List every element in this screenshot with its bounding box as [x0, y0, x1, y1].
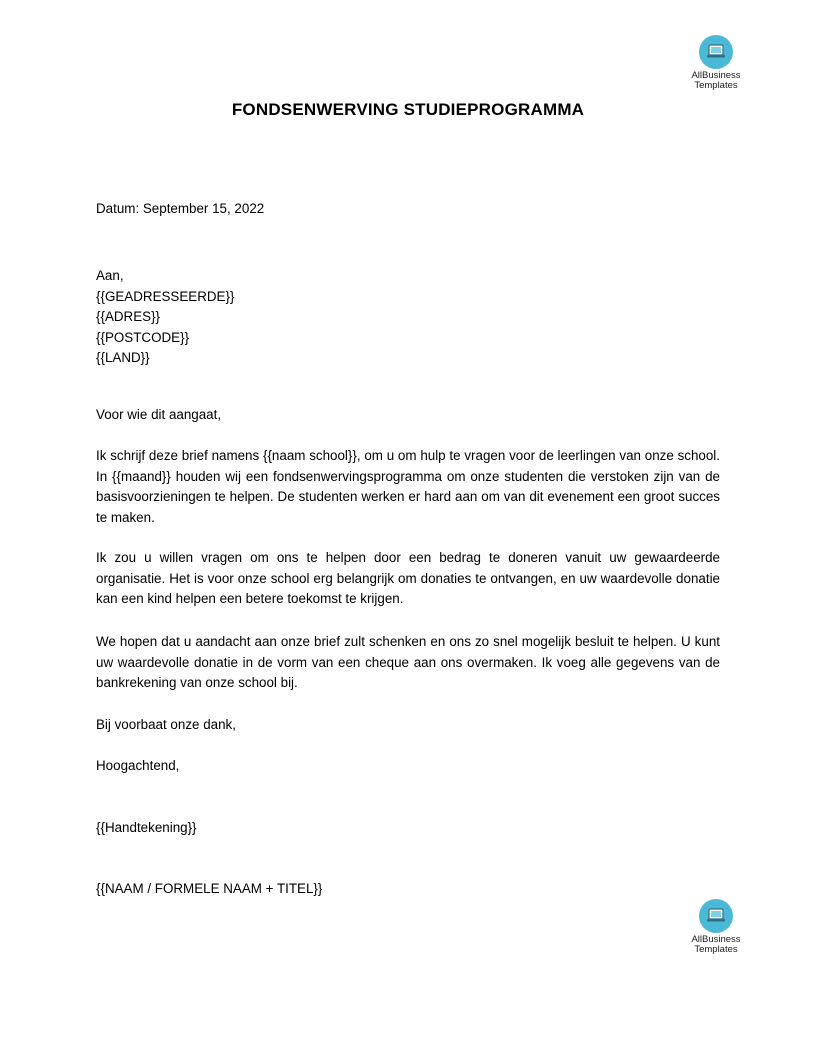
address-line: {{ADRES}} [96, 309, 161, 324]
logo-text [683, 71, 749, 91]
logo-text [683, 935, 749, 955]
laptop-icon [699, 899, 733, 933]
address-line: {{GEADRESSEERDE}} [96, 288, 235, 304]
logo-line1: AllBusiness [691, 70, 741, 81]
salutation: Voor wie dit aangaat, [96, 407, 222, 422]
closing-line: Hoogachtend, [96, 758, 180, 773]
thanks-line: Bij voorbaat onze dank, [96, 717, 236, 732]
body-paragraph: Ik zou u willen vragen om ons te helpen door een bedrag te doneren vanuit uw gewaardeerde organisatie. Het is voor onze school erg belangrijk om donaties te ontvangen, en uw waardevolle donatie kan een kind helpen een betere toekomst te krijgen. [96, 550, 720, 606]
body-paragraph: We hopen dat u aandacht aan onze brief zult schenken en ons zo snel mogelijk besluit te helpen. U kunt uw waardevolle donatie in de vorm van een cheque aan ons overmaken. Ik voeg alle gegevens van de bankrekening van onze school bij. [96, 634, 720, 690]
logo-line2: Templates [694, 944, 738, 955]
logo-line2: Templates [694, 80, 738, 91]
address-block [96, 266, 234, 369]
logo-line1: AllBusiness [691, 934, 741, 945]
logo-top [683, 35, 749, 91]
body-paragraph: Ik schrijf deze brief namens {{naam school}}, om u om hulp te vragen voor de leerlingen van onze school. In {{maand}} houden wij een fondsenwervingsprogramma om onze studenten die verstoken zijn van de basisvoorzieningen te helpen. De studenten werken er hard aan om van dit evenement een groot succes te maken. [96, 448, 720, 525]
laptop-icon [699, 35, 733, 69]
name-title-placeholder: {{NAAM / FORMELE NAAM + TITEL}} [96, 881, 323, 896]
address-line: {{POSTCODE}} [96, 329, 190, 345]
signature-placeholder: {{Handtekening}} [96, 820, 197, 835]
date-line: Datum: September 15, 2022 [96, 201, 265, 216]
logo-bottom [683, 899, 749, 955]
address-line: Aan, [96, 268, 124, 283]
address-line: {{LAND}} [96, 350, 150, 365]
document-title: FONDSENWERVING STUDIEPROGRAMMA [231, 100, 585, 119]
